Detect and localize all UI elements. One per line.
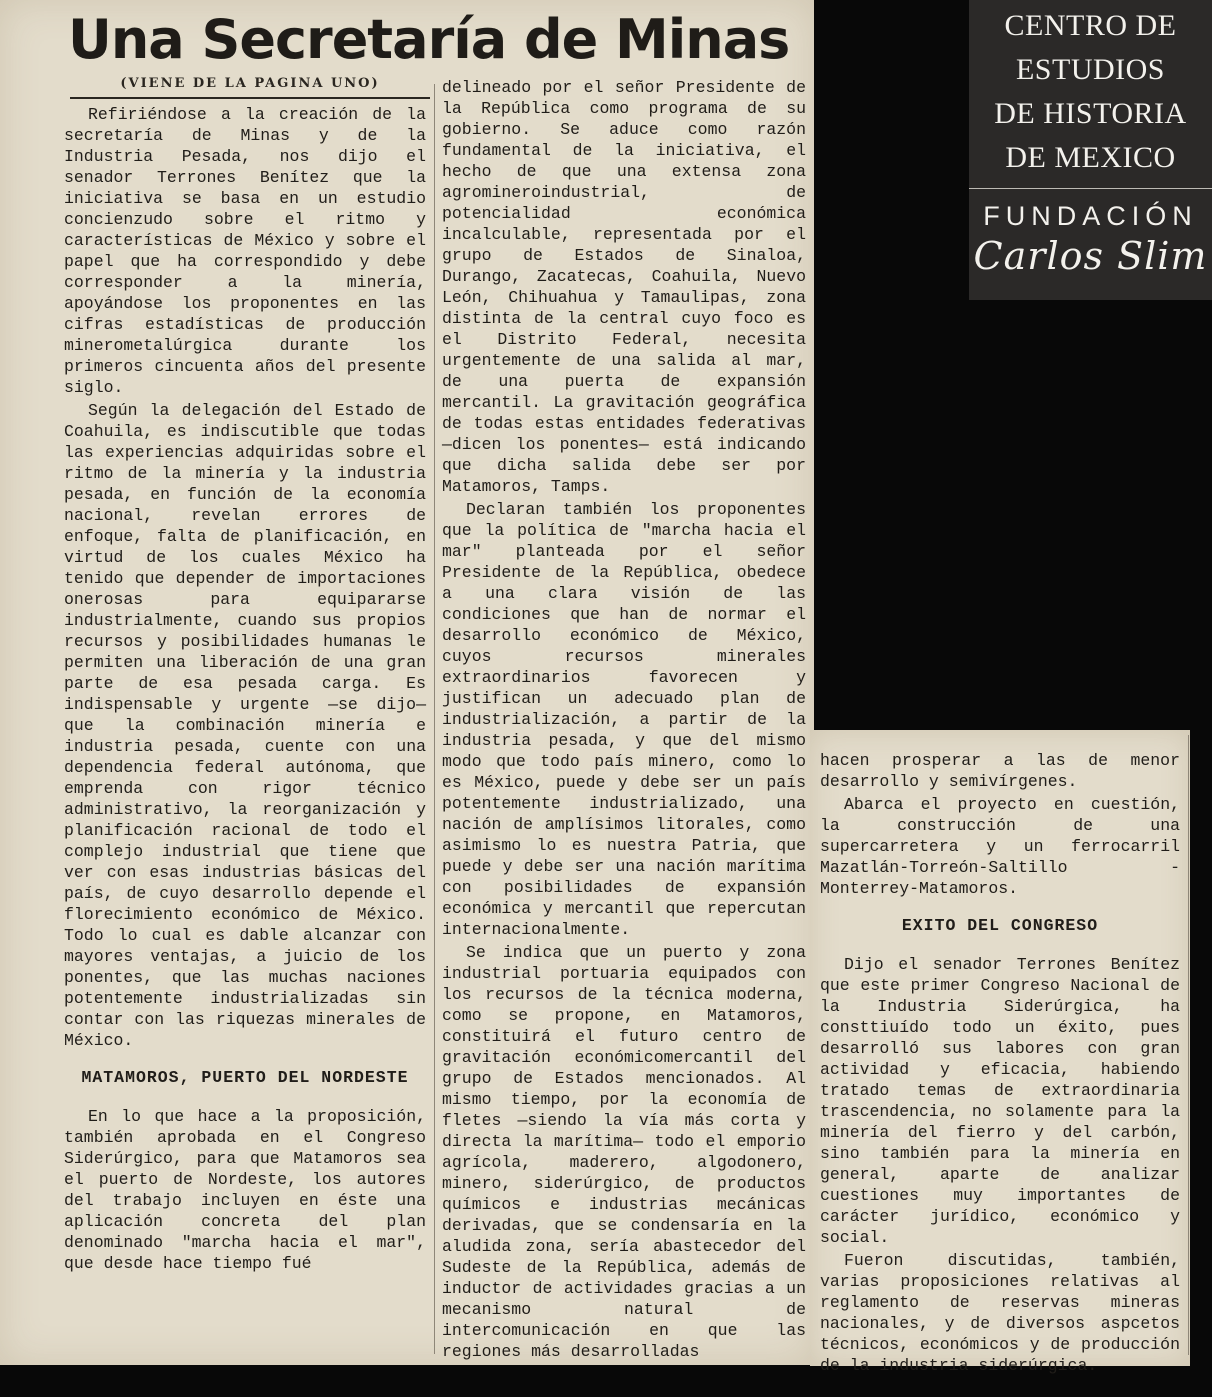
logo-fundacion: FUNDACIÓN [983, 201, 1198, 231]
paragraph: En lo que hace a la proposición, también aprobada en el Congreso Siderúrgico, para que Matamoros sea el puerto de Nordeste, los autores del trabajo incluyen en éste una aplicación concreta del plan denominado "marcha hacia el mar", que desde hace tiempo fué [64, 1107, 426, 1273]
logo-signature: Carlos Slim [973, 234, 1208, 278]
logo-line: DE MEXICO [1005, 141, 1176, 174]
logo-line: ESTUDIOS [1015, 53, 1165, 86]
paragraph: Se indica que un puerto y zona industrial portuaria equipados con los recursos de la técnica moderna, como se propone, en Matamoros, constituirá el futuro centro de gravitación económicomercantil del grupo de Estados mencionados. Al mismo tiempo, por la economía de fletes —siendo la vía más corta y directa la marítima— todo el emporio agrícola, maderero, algodonero, minero, siderúrgico, de productos químicos e industrias mecánicas derivadas, que se condensaría en la aludida zona, sería abastecedor del Sudeste de la República, además de inductor de actividades gracias a un mecanismo natural de intercomunicación en que las regiones más desarrolladas [442, 943, 806, 1361]
logo-line: DE HISTORIA [994, 97, 1187, 130]
paragraph: Dijo el senador Terrones Benítez que este primer Congreso Nacional de la Industria Siderúrgica, ha consttiuído todo un éxito, pues desarrolló sus labores con gran actividad y eficacia, habiendo tratado temas de extraordinaria trascendencia, no solamente para la minería del fierro y del carbón, sino también para la minería en general, aparte de analizar cuestiones muy importantes de carácter jurídico, económico y social. [820, 955, 1180, 1247]
article-column-1 [64, 104, 426, 1354]
paragraph: Refiriéndose a la creación de la secretaría de Minas y de la Industria Pesada, nos dijo el senador Terrones Benítez que la iniciativa se basa en un estudio concienzudo sobre el ritmo y características de México y sobre el papel que ha correspondido y debe corresponder a la minería, apoyándose los proponentes en las cifras estadísticas de producción minerometalúrgica durante los primeros cincuenta años del presente siglo. [64, 105, 426, 397]
logo-line: CENTRO DE [1004, 9, 1177, 42]
article-column-3 [820, 750, 1180, 1375]
paragraph: Abarca el proyecto en cuestión, la construcción de una supercarretera y un ferrocarril Mazatlán-Torreón-Saltillo - Monterrey-Matamoros. [820, 795, 1180, 898]
paragraph: Declaran también los proponentes que la política de "marcha hacia el mar" planteada por el señor Presidente de la República, obedece a una clara visión de las condiciones que han de normar el desarrollo económico de México, cuyos recursos minerales extraordinarios favorecen y justifican un adecuado plan de industrialización, a partir de la industria pesada, y que del mismo modo que todo país minero, como lo es México, puede y debe ser un país potentemente industrializado, una nación de amplísimos litorales, como asimismo lo es nuestra Patria, que puede y debe ser una nación marítima con posibilidades de expansión económica y mercantil que repercutan internacionalmente. [442, 500, 806, 939]
subheading-exito: EXITO DEL CONGRESO [901, 916, 1099, 935]
paragraph: hacen prosperar a las de menor desarrollo y semivírgenes. [820, 751, 1180, 791]
article-column-2 [442, 77, 806, 1362]
paragraph: Según la delegación del Estado de Coahuila, es indiscutible que todas las experiencias adquiridas sobre el ritmo de la minería y la industria pesada, en función de la economía nacional, revelan errores de enfoque, falta de planificación, en virtud de los cuales México ha tenido que depender de importaciones onerosas para equipararse industrialmente, cuando sus propios recursos y posibilidades humanas le permiten una liberación de una gran parte de esa pesada carga. Es indispensable y urgente —se dijo— que la combinación minería e industria pesada, cuente con una dependencia federal autónoma, que emprenda con rigor técnico administrativo, la reorganización y planificación racional de todo el complejo industrial que tiene que ver con esas industrias básicas del país, de cuyo desarrollo depende el florecimiento económico de México. Todo lo cual es dable alcanzar con mayores ventajas, a juicio de los ponentes, que las muchas naciones potentemente industrializadas sin contar con las riquezas minerales de México. [64, 401, 426, 1050]
column-rule [1188, 735, 1189, 1355]
subheading-matamoros: MATAMOROS, PUERTO DEL NORDESTE [81, 1068, 409, 1087]
logo-divider [969, 188, 1212, 189]
paragraph: delineado por el señor Presidente de la República como programa de su gobierno. Se aduce como razón fundamental de la iniciativa, el hecho de que una extensa zona agromineroindustrial, de potencialidad económica incalculable, representada por el grupo de Estados de Sinaloa, Durango, Zacatecas, Coahuila, Nuevo León, Chihuahua y Tamaulipas, zona distinta de la central cuyo foco es el Distrito Federal, necesita urgentemente de una salida al mar, de una puerta de expansión mercantil. La gravitación geográfica de todas estas entidades federativas —dicen los ponentes— está indicando que dicha salida debe ser por Matamoros, Tamps. [442, 78, 806, 496]
article-headline: Una Secretaría de Minas [68, 8, 790, 71]
column-rule [434, 84, 435, 1354]
continuation-note: (VIENE DE LA PAGINA UNO) [70, 76, 430, 99]
fundacion-logo [969, 0, 1212, 300]
paragraph: Fueron discutidas, también, varias proposiciones relativas al reglamento de reservas mineras nacionales, y de diversos aspcetos técnicos, económicos y de producción de la industria siderúrgica. [820, 1251, 1180, 1375]
